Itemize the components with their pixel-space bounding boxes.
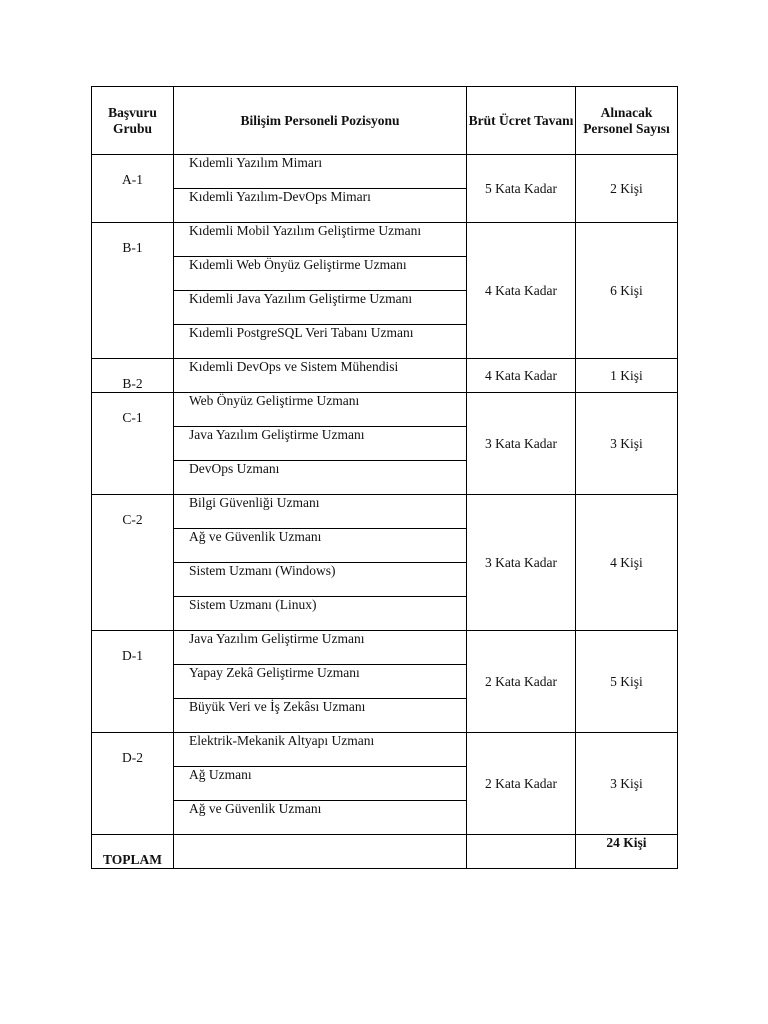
position-cell	[174, 665, 467, 699]
position-name: Kıdemli Yazılım Mimarı	[189, 155, 323, 170]
group-code: D-2	[122, 750, 143, 765]
position-name: Web Önyüz Geliştirme Uzmanı	[189, 393, 360, 408]
total-count: 24 Kişi	[576, 835, 678, 869]
group-code-cell	[92, 359, 174, 393]
table-body	[92, 155, 678, 869]
group-code: C-2	[122, 512, 143, 527]
table-row	[92, 733, 678, 767]
group-code-cell	[92, 495, 174, 631]
table-row	[92, 359, 678, 393]
salary-cap-cell: 2 Kata Kadar	[467, 733, 576, 835]
position-name: Java Yazılım Geliştirme Uzmanı	[189, 631, 365, 646]
group-code-cell	[92, 631, 174, 733]
position-cell	[174, 767, 467, 801]
position-name: Sistem Uzmanı (Linux)	[189, 597, 317, 612]
position-cell	[174, 529, 467, 563]
position-name: Kıdemli Yazılım-DevOps Mimarı	[189, 189, 371, 204]
position-cell	[174, 359, 467, 393]
personnel-count-cell: 3 Kişi	[576, 393, 678, 495]
total-row	[92, 835, 678, 869]
group-code: B-1	[122, 240, 143, 255]
group-code-cell	[92, 223, 174, 359]
position-name: Yapay Zekâ Geliştirme Uzmanı	[189, 665, 360, 680]
position-cell	[174, 631, 467, 665]
header-position: Bilişim Personeli Pozisyonu	[174, 87, 467, 155]
position-name: Ağ ve Güvenlik Uzmanı	[189, 529, 322, 544]
position-name: Ağ Uzmanı	[189, 767, 252, 782]
total-label: TOPLAM	[92, 835, 174, 869]
position-cell	[174, 563, 467, 597]
position-name: Bilgi Güvenliği Uzmanı	[189, 495, 320, 510]
header-group: Başvuru Grubu	[92, 87, 174, 155]
personnel-count-cell: 3 Kişi	[576, 733, 678, 835]
position-cell	[174, 291, 467, 325]
group-code-cell	[92, 155, 174, 223]
personnel-table	[91, 86, 678, 869]
total-empty-position	[174, 835, 467, 869]
position-cell	[174, 189, 467, 223]
total-empty-salary	[467, 835, 576, 869]
position-cell	[174, 801, 467, 835]
position-name: Kıdemli Mobil Yazılım Geliştirme Uzmanı	[189, 223, 422, 238]
position-name: Sistem Uzmanı (Windows)	[189, 563, 336, 578]
position-cell	[174, 325, 467, 359]
personnel-count-cell: 4 Kişi	[576, 495, 678, 631]
personnel-count-cell: 1 Kişi	[576, 359, 678, 393]
group-code: A-1	[122, 172, 143, 187]
position-name: Kıdemli DevOps ve Sistem Mühendisi	[189, 359, 399, 374]
position-name: Kıdemli Web Önyüz Geliştirme Uzmanı	[189, 257, 407, 272]
header-count: Alınacak Personel Sayısı	[576, 87, 678, 155]
salary-cap-cell: 5 Kata Kadar	[467, 155, 576, 223]
personnel-count-cell: 6 Kişi	[576, 223, 678, 359]
salary-cap-cell: 3 Kata Kadar	[467, 393, 576, 495]
position-name: Java Yazılım Geliştirme Uzmanı	[189, 427, 365, 442]
salary-cap-cell: 2 Kata Kadar	[467, 631, 576, 733]
table-row	[92, 495, 678, 529]
personnel-count-cell: 2 Kişi	[576, 155, 678, 223]
position-cell	[174, 597, 467, 631]
position-cell	[174, 223, 467, 257]
position-name: Kıdemli PostgreSQL Veri Tabanı Uzmanı	[189, 325, 414, 340]
position-name: DevOps Uzmanı	[189, 461, 280, 476]
salary-cap-cell: 4 Kata Kadar	[467, 359, 576, 393]
position-name: Kıdemli Java Yazılım Geliştirme Uzmanı	[189, 291, 413, 306]
position-cell	[174, 699, 467, 733]
position-cell	[174, 461, 467, 495]
position-name: Elektrik-Mekanik Altyapı Uzmanı	[189, 733, 375, 748]
group-code-cell	[92, 393, 174, 495]
header-row	[92, 87, 678, 155]
header-salary: Brüt Ücret Tavanı	[467, 87, 576, 155]
group-code: D-1	[122, 648, 143, 663]
position-cell	[174, 733, 467, 767]
position-cell	[174, 393, 467, 427]
position-name: Ağ ve Güvenlik Uzmanı	[189, 801, 322, 816]
group-code: B-2	[122, 376, 143, 391]
position-name: Büyük Veri ve İş Zekâsı Uzmanı	[189, 699, 366, 714]
salary-cap-cell: 3 Kata Kadar	[467, 495, 576, 631]
position-cell	[174, 495, 467, 529]
position-cell	[174, 155, 467, 189]
table-row	[92, 631, 678, 665]
personnel-count-cell: 5 Kişi	[576, 631, 678, 733]
position-cell	[174, 427, 467, 461]
group-code-cell	[92, 733, 174, 835]
table-row	[92, 223, 678, 257]
table-row	[92, 393, 678, 427]
position-cell	[174, 257, 467, 291]
group-code: C-1	[122, 410, 143, 425]
table-row	[92, 155, 678, 189]
salary-cap-cell: 4 Kata Kadar	[467, 223, 576, 359]
